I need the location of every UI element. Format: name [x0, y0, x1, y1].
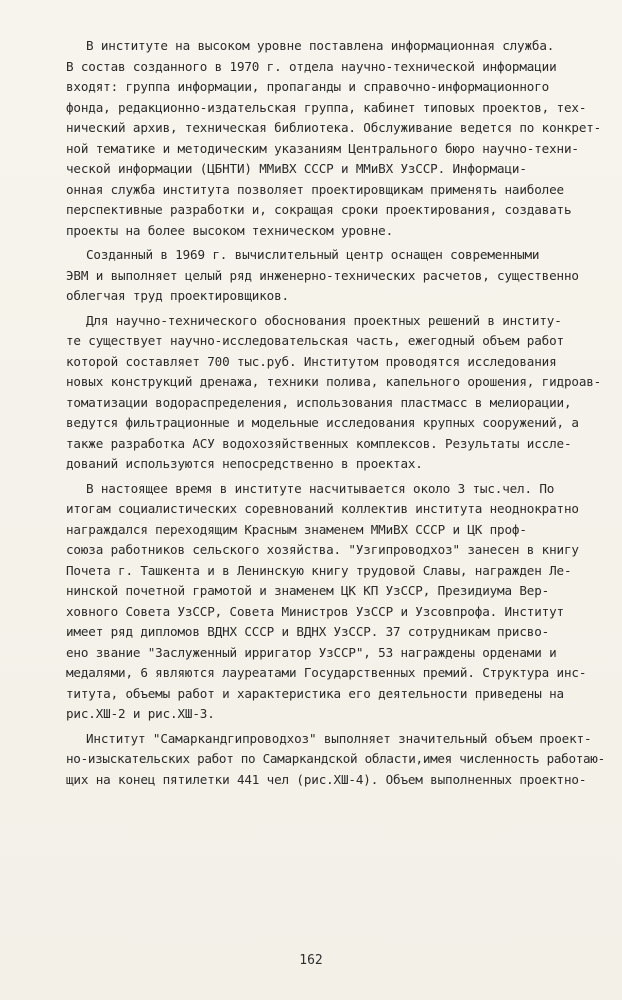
paragraph-staff-and-awards	[66, 479, 606, 725]
text-line: те существует научно-исследовательская часть, ежегодный объем работ	[66, 333, 564, 348]
text-line: нический архив, техническая библиотека. Обслуживание ведется по конкрет-	[66, 120, 602, 135]
text-line: В состав созданного в 1970 г. отдела научно-технической информации	[66, 58, 557, 74]
text-line: входят: группа информации, пропаганды и справочно-информационного	[66, 79, 550, 94]
text-line: имеет ряд дипломов ВДНХ СССР и ВДНХ УзССР. 37 сотрудникам присво-	[66, 624, 550, 639]
text-line: титута, объемы работ и характеристика его деятельности приведены на	[66, 685, 564, 701]
text-line: В институте на высоком уровне поставлена информационная служба.	[86, 38, 555, 53]
text-line: ено звание "Заслуженный ирригатор УзССР", 53 награждены орденами и	[66, 644, 557, 660]
text-line: ЭВМ и выполняет целый ряд инженерно-технических расчетов, существенно	[66, 267, 579, 283]
text-line: перспективные разработки и, сокращая сроки проектирования, создавать	[66, 202, 572, 217]
text-line: В настоящее время в институте насчитывается около 3 тыс.чел. По	[86, 480, 555, 496]
text-line: щих на конец пятилетки 441 чел (рис.ХШ-4). Объем выполненных проектно-	[66, 771, 587, 787]
paragraph-samarkand-institute	[66, 729, 606, 791]
text-line: проекты на более высоком техническом уровне.	[66, 222, 394, 238]
text-line: нинской почетной грамотой и знаменем ЦК КП УзССР, Президиума Вер-	[66, 583, 550, 598]
text-line: союза работников сельского хозяйства. "Узгипроводхоз" занесен в книгу	[66, 542, 579, 557]
text-line: медалями, 6 являются лауреатами Государственных премий. Структура инс-	[66, 665, 587, 680]
text-line: облегчая труд проектировщиков.	[66, 288, 289, 303]
text-line: Для научно-технического обоснования проектных решений в институ-	[86, 312, 562, 328]
page-number: 162	[299, 953, 323, 968]
text-line: новых конструкций дренажа, техники полива, капельного орошения, гидроав-	[66, 374, 602, 389]
text-line: Созданный в 1969 г. вычислительный центр оснащен современными	[86, 247, 540, 262]
body-text	[66, 36, 606, 790]
text-line: онная служба института позволяет проектировщикам применять наиболее	[66, 181, 564, 197]
text-line: награждался переходящим Красным знаменем ММиВХ СССР и ЦК проф-	[66, 521, 527, 537]
text-line: Почета г. Ташкента и в Ленинскую книгу трудовой Славы, награжден Ле-	[66, 562, 572, 578]
text-line: Институт "Самаркандгипроводхоз" выполняет значительный объем проект-	[86, 730, 592, 746]
text-line: итогам социалистических соревнований коллектив института неоднократно	[66, 501, 579, 516]
text-line: фонда, редакционно-издательская группа, кабинет типовых проектов, тех-	[66, 99, 587, 115]
text-line: которой составляет 700 тыс.руб. Институтом проводятся исследования	[66, 353, 557, 369]
text-line: ческой информации (ЦБНТИ) ММиВХ СССР и ММиВХ УзССР. Информаци-	[66, 161, 527, 176]
text-line: рис.ХШ-2 и рис.ХШ-3.	[66, 706, 215, 721]
text-line: томатизации водораспределения, использования пластмасс в мелиорации,	[66, 394, 572, 410]
text-line: но-изыскательских работ по Самаркандской области,имея численность работаю-	[66, 751, 605, 766]
paragraph-computing-center	[66, 245, 606, 307]
text-line: также разработка АСУ водохозяйственных комплексов. Результаты иссле-	[66, 435, 572, 451]
paragraph-research-unit	[66, 311, 606, 475]
text-line: ной тематике и методическим указаниям Центрального бюро научно-техни-	[66, 140, 579, 156]
paragraph-information-service	[66, 36, 606, 241]
text-line: дований используются непосредственно в проектах.	[66, 456, 423, 471]
text-line: ведутся фильтрационные и модельные исследования крупных сооружений, а	[66, 415, 579, 430]
text-line: ховного Совета УзССР, Совета Министров УзССР и Узсовпрофа. Институт	[66, 603, 564, 619]
